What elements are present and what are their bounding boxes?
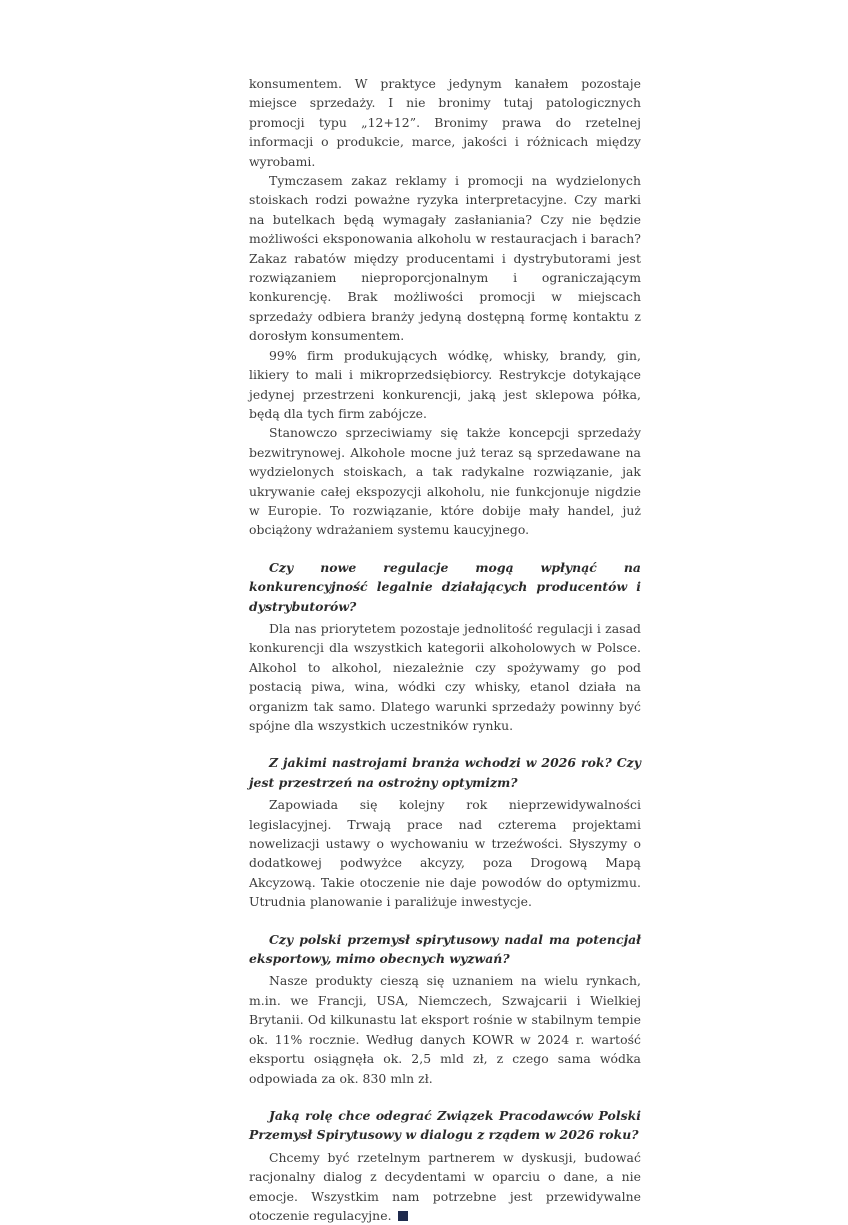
interview-answer: Dla nas priorytetem pozostaje jednolitość regulacji i zasad konkurencji dla wszystkich kategorii alkoholowych w Polsce. Alkohol to alkohol, niezależnie czy spożywamy go pod postacią piwa, wina, wódki czy whisky, etanol działa na organizm tak samo. Dlatego warunki sprzedaży powinny być spójne dla wszystkich uczestników rynku. [249, 620, 641, 733]
body-paragraph: Tymczasem zakaz reklamy i promocji na wydzielonych stoiskach rodzi poważne ryzyka interpretacyjne. Czy marki na butelkach będą wymagały zasłaniania? Czy nie będzie możliwości eksponowania alkoholu w restauracjach i barach? Zakaz rabatów między producentami i dystrybutorami jest rozwiązaniem nieproporcjonalnym i ograniczającym konkurencję. Brak możliwości promocji w miejscach sprzedaży odbiera branży jedyną dostępną formę kontaktu z dorosłym konsumentem. [249, 173, 641, 344]
interview-answer: Zapowiada się kolejny rok nieprzewidywalności legislacyjnej. Trwają prace nad czterema projektami nowelizacji ustawy o wychowaniu w trzeźwości. Słyszymy o dodatkowej podwyżce akcyzy, poza Drogową Mapą Akcyzową. Takie otoczenie nie daje powodów do optymizmu. Utrudnia planowanie i paraliżuje inwestycje. [249, 797, 641, 910]
interview-answer-final [249, 1148, 641, 1225]
article-column [249, 74, 641, 1225]
body-paragraph: konsumentem. W praktyce jedynym kanałem pozostaje miejsce sprzedaży. I nie bronimy tutaj patologicznych promocji typu „12+12”. Bronimy prawa do rzetelnej informacji o produkcie, marce, jakości i różnicach między wyrobami. [249, 76, 641, 169]
final-answer-text: Chcemy być rzetelnym partnerem w dyskusji, budować racjonalny dialog z decydentami w oparciu o dane, a nie emocje. Wszystkim nam potrzebne jest przewidywalne otoczenie regulacyjne. [249, 1149, 641, 1223]
body-paragraph: 99% firm produkujących wódkę, whisky, brandy, gin, likiery to mali i mikroprzedsiębiorcy. Restrykcje dotykające jedynej przestrzeni konkurencji, jaką jest sklepowa półka, będą dla tych firm zabójcze. [249, 347, 641, 421]
interview-answer: Nasze produkty cieszą się uznaniem na wielu rynkach, m.in. we Francji, USA, Niemczech, Szwajcarii i Wielkiej Brytanii. Od kilkunastu lat eksport rośnie w stabilnym tempie ok. 11% rocznie. Według danych KOWR w 2024 r. wartość eksportu osiągnęła ok. 2,5 mld zł, z czego sama wódka odpowiada za ok. 830 mln zł. [249, 973, 641, 1086]
interview-question: Czy nowe regulacje mogą wpłynąć na konkurencyjność legalnie działających producentów i dystrybutorów? [249, 559, 641, 614]
interview-question: Z jakimi nastrojami branża wchodzi w 2026 rok? Czy jest przestrzeń na ostrożny optymizm? [249, 755, 641, 790]
body-paragraph: Stanowczo sprzeciwiamy się także koncepcji sprzedaży bezwitrynowej. Alkohole mocne już teraz są sprzedawane na wydzielonych stoiskach, a tak radykalne rozwiązanie, jak ukrywanie całej ekspozycji alkoholu, nie funkcjonuje nigdzie w Europie. To rozwiązanie, które dobije mały handel, już obciążony wdrażaniem systemu kaucyjnego. [249, 425, 641, 538]
interview-question: Jaką rolę chce odegrać Związek Pracodawców Polski Przemysł Spirytusowy w dialogu z rządem w 2026 roku? [249, 1107, 641, 1143]
article-end-mark [398, 1211, 408, 1221]
interview-question: Czy polski przemysł spirytusowy nadal ma potencjał eksportowy, mimo obecnych wyzwań? [249, 931, 641, 967]
